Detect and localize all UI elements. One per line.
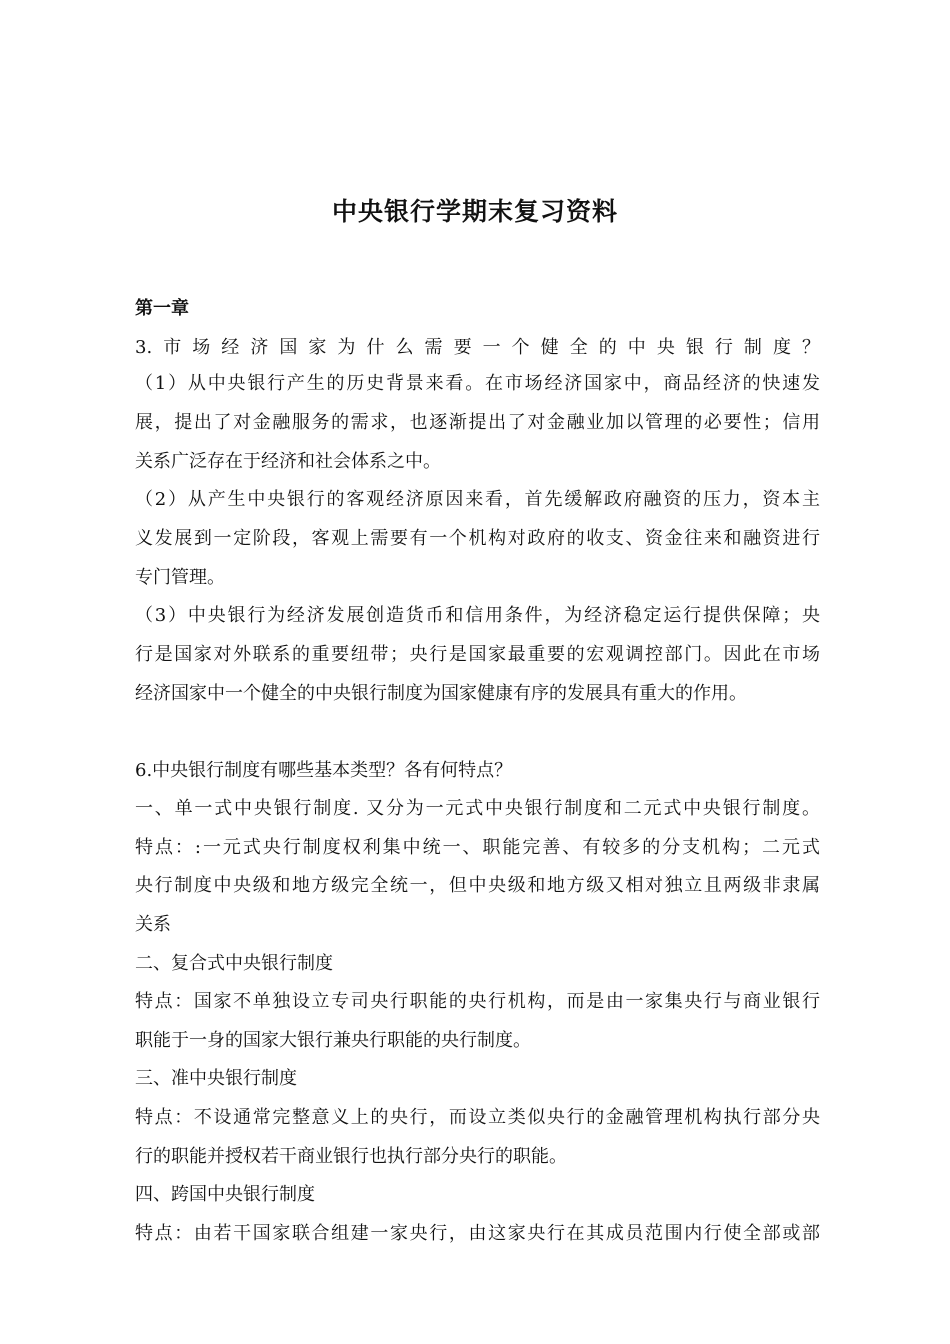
text-line: 特点：:一元式央行制度权利集中统一、职能完善、有较多的分支机构；二元式	[135, 837, 820, 858]
text-line: 央行制度中央级和地方级完全统一，但中央级和地方级又相对独立且两级非隶属	[135, 875, 820, 896]
section-heading: 三、准中央银行制度	[135, 1068, 297, 1089]
text-line: 关系	[135, 914, 171, 935]
text-line: 特点：国家不单独设立专司央行职能的央行机构，而是由一家集央行与商业银行	[135, 991, 820, 1012]
text-line: （1）从中央银行产生的历史背景来看。在市场经济国家中，商品经济的快速发	[135, 373, 820, 394]
text-line: 行的职能并授权若干商业银行也执行部分央行的职能。	[135, 1146, 567, 1167]
text-line: 义发展到一定阶段，客观上需要有一个机构对政府的收支、资金往来和融资进行	[135, 528, 820, 549]
section-heading: 四、跨国中央银行制度	[135, 1184, 315, 1205]
section-heading: 二、复合式中央银行制度	[135, 953, 333, 974]
text-line: 职能于一身的国家大银行兼央行职能的央行制度。	[135, 1030, 531, 1051]
text-line: 经济国家中一个健全的中央银行制度为国家健康有序的发展具有重大的作用。	[135, 683, 747, 704]
text-line: （2）从产生中央银行的客观经济原因来看，首先缓解政府融资的压力，资本主	[135, 489, 820, 510]
question-3-heading: 3.市场经济国家为什么需要一个健全的中央银行制度？	[135, 337, 820, 358]
question-6-heading: 6.中央银行制度有哪些基本类型？各有何特点？	[135, 760, 513, 781]
text-line: 特点：由若干国家联合组建一家央行，由这家央行在其成员范围内行使全部或部	[135, 1223, 820, 1244]
text-line: 行是国家对外联系的重要纽带；央行是国家最重要的宏观调控部门。因此在市场	[135, 644, 820, 665]
text-line: 特点：不设通常完整意义上的央行，而设立类似央行的金融管理机构执行部分央	[135, 1107, 820, 1128]
text-line: 关系广泛存在于经济和社会体系之中。	[135, 451, 441, 472]
document-title: 中央银行学期末复习资料	[331, 197, 618, 226]
chapter-heading: 第一章	[135, 298, 189, 319]
text-line: 展，提出了对金融服务的需求，也逐渐提出了对金融业加以管理的必要性；信用	[135, 412, 820, 433]
text-line: （3）中央银行为经济发展创造货币和信用条件，为经济稳定运行提供保障；央	[135, 605, 820, 626]
text-line: 一、单一式中央银行制度. 又分为一元式中央银行制度和二元式中央银行制度。	[135, 798, 820, 819]
text-line: 专门管理。	[135, 567, 225, 588]
